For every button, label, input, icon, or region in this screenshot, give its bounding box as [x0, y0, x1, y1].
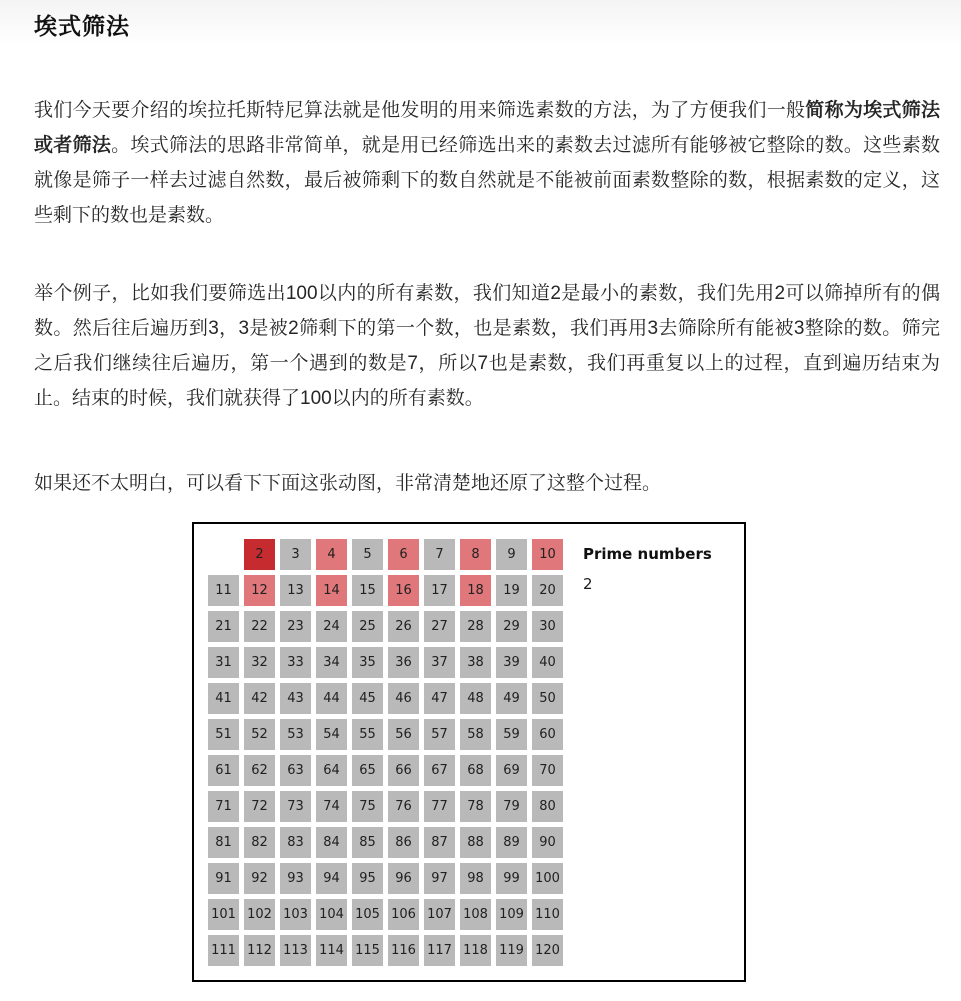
- grid-cell: 51: [208, 719, 239, 750]
- grid-cell: 92: [244, 863, 275, 894]
- grid-cell: 95: [352, 863, 383, 894]
- grid-cell: 59: [496, 719, 527, 750]
- grid-cell: 14: [316, 575, 347, 606]
- grid-cell: 112: [244, 935, 275, 966]
- grid-cell: 5: [352, 539, 383, 570]
- grid-cell: 3: [280, 539, 311, 570]
- grid-cell: 113: [280, 935, 311, 966]
- grid-cell: 65: [352, 755, 383, 786]
- grid-cell: 18: [460, 575, 491, 606]
- grid-cell: 36: [388, 647, 419, 678]
- article-body: [34, 93, 940, 982]
- grid-cell: 11: [208, 575, 239, 606]
- grid-cell: 120: [532, 935, 563, 966]
- grid-cell: 68: [460, 755, 491, 786]
- grid-cell: 31: [208, 647, 239, 678]
- grid-cell: 70: [532, 755, 563, 786]
- grid-cell: 67: [424, 755, 455, 786]
- page-title: 埃式筛法: [34, 13, 130, 39]
- grid-cell: 81: [208, 827, 239, 858]
- grid-cell: 76: [388, 791, 419, 822]
- grid-cell: 45: [352, 683, 383, 714]
- grid-cell: 47: [424, 683, 455, 714]
- grid-cell: 9: [496, 539, 527, 570]
- grid-cell: 96: [388, 863, 419, 894]
- grid-cell: 69: [496, 755, 527, 786]
- grid-cell: 89: [496, 827, 527, 858]
- paragraph-figure-lead-in: [34, 466, 940, 501]
- grid-cell: 101: [208, 899, 239, 930]
- grid-cell: 10: [532, 539, 563, 570]
- grid-cell: 84: [316, 827, 347, 858]
- grid-cell: 115: [352, 935, 383, 966]
- grid-cell: 16: [388, 575, 419, 606]
- grid-cell-empty: [208, 539, 239, 570]
- grid-cell: 74: [316, 791, 347, 822]
- number-grid: [208, 539, 563, 966]
- grid-cell: 46: [388, 683, 419, 714]
- grid-cell: 30: [532, 611, 563, 642]
- grid-cell: 86: [388, 827, 419, 858]
- grid-cell: 28: [460, 611, 491, 642]
- grid-cell: 57: [424, 719, 455, 750]
- grid-cell: 80: [532, 791, 563, 822]
- text-run: 我们今天要介绍的埃拉托斯特尼算法就是他发明的用来筛选素数的方法，为了方便我们一般: [34, 100, 806, 121]
- grid-cell: 77: [424, 791, 455, 822]
- grid-cell: 98: [460, 863, 491, 894]
- grid-cell: 15: [352, 575, 383, 606]
- prime-list-item: 2: [583, 575, 593, 593]
- grid-cell: 48: [460, 683, 491, 714]
- grid-cell: 103: [280, 899, 311, 930]
- grid-cell: 19: [496, 575, 527, 606]
- text-run: 。埃式筛法的思路非常简单，就是用已经筛选出来的素数去过滤所有能够被它整除的数。这些素数就像是筛子一样去过滤自然数，最后被筛剩下的数自然就是不能被前面素数整除的数，根据素数的定义，这些剩下的数也是素数。: [34, 135, 940, 226]
- grid-cell: 20: [532, 575, 563, 606]
- grid-cell: 94: [316, 863, 347, 894]
- grid-cell: 13: [280, 575, 311, 606]
- grid-cell: 17: [424, 575, 455, 606]
- grid-cell: 61: [208, 755, 239, 786]
- grid-cell: 44: [316, 683, 347, 714]
- grid-cell: 106: [388, 899, 419, 930]
- grid-cell: 49: [496, 683, 527, 714]
- grid-cell: 107: [424, 899, 455, 930]
- grid-cell: 75: [352, 791, 383, 822]
- grid-cell: 50: [532, 683, 563, 714]
- grid-cell: 78: [460, 791, 491, 822]
- grid-cell: 64: [316, 755, 347, 786]
- grid-cell: 104: [316, 899, 347, 930]
- grid-cell: 52: [244, 719, 275, 750]
- grid-cell: 2: [244, 539, 275, 570]
- grid-cell: 60: [532, 719, 563, 750]
- grid-cell: 32: [244, 647, 275, 678]
- text-run: 简称为埃式筛法或者筛法: [34, 100, 940, 156]
- grid-cell: 24: [316, 611, 347, 642]
- grid-cell: 87: [424, 827, 455, 858]
- grid-cell: 66: [388, 755, 419, 786]
- grid-cell: 58: [460, 719, 491, 750]
- grid-cell: 63: [280, 755, 311, 786]
- text-run: 如果还不太明白，可以看下下面这张动图，非常清楚地还原了这整个过程。: [34, 473, 662, 494]
- grid-cell: 117: [424, 935, 455, 966]
- grid-cell: 85: [352, 827, 383, 858]
- prime-list: [583, 573, 712, 595]
- grid-cell: 119: [496, 935, 527, 966]
- grid-cell: 23: [280, 611, 311, 642]
- grid-cell: 100: [532, 863, 563, 894]
- grid-cell: 99: [496, 863, 527, 894]
- grid-cell: 35: [352, 647, 383, 678]
- grid-cell: 37: [424, 647, 455, 678]
- grid-cell: 102: [244, 899, 275, 930]
- grid-cell: 42: [244, 683, 275, 714]
- grid-cell: 40: [532, 647, 563, 678]
- grid-cell: 21: [208, 611, 239, 642]
- grid-cell: 88: [460, 827, 491, 858]
- prime-legend: [583, 539, 712, 595]
- grid-cell: 4: [316, 539, 347, 570]
- grid-cell: 22: [244, 611, 275, 642]
- grid-cell: 55: [352, 719, 383, 750]
- grid-cell: 34: [316, 647, 347, 678]
- grid-cell: 25: [352, 611, 383, 642]
- grid-cell: 53: [280, 719, 311, 750]
- grid-cell: 29: [496, 611, 527, 642]
- grid-cell: 62: [244, 755, 275, 786]
- grid-cell: 91: [208, 863, 239, 894]
- grid-cell: 71: [208, 791, 239, 822]
- grid-cell: 12: [244, 575, 275, 606]
- text-run: 举个例子，比如我们要筛选出100以内的所有素数，我们知道2是最小的素数，我们先用2可以筛掉所有的偶数。然后往后遍历到3，3是被2筛剩下的第一个数，也是素数，我们再用3去筛除所有能被3整除的数。筛完之后我们继续往后遍历，第一个遇到的数是7，所以7也是素数，我们再重复以上的过程，直到遍历结束为止。结束的时候，我们就获得了100以内的所有素数。: [34, 283, 940, 409]
- grid-cell: 109: [496, 899, 527, 930]
- grid-cell: 43: [280, 683, 311, 714]
- grid-cell: 6: [388, 539, 419, 570]
- grid-cell: 105: [352, 899, 383, 930]
- grid-cell: 79: [496, 791, 527, 822]
- prime-legend-title: Prime numbers: [583, 545, 712, 563]
- grid-cell: 90: [532, 827, 563, 858]
- grid-cell: 41: [208, 683, 239, 714]
- grid-cell: 118: [460, 935, 491, 966]
- paragraph-example: [34, 276, 940, 416]
- grid-cell: 82: [244, 827, 275, 858]
- grid-cell: 54: [316, 719, 347, 750]
- grid-cell: 93: [280, 863, 311, 894]
- grid-cell: 114: [316, 935, 347, 966]
- grid-cell: 7: [424, 539, 455, 570]
- paragraph-intro: [34, 93, 940, 233]
- grid-cell: 72: [244, 791, 275, 822]
- grid-cell: 39: [496, 647, 527, 678]
- grid-cell: 38: [460, 647, 491, 678]
- grid-cell: 111: [208, 935, 239, 966]
- grid-cell: 108: [460, 899, 491, 930]
- grid-cell: 33: [280, 647, 311, 678]
- grid-cell: 26: [388, 611, 419, 642]
- grid-cell: 110: [532, 899, 563, 930]
- grid-cell: 116: [388, 935, 419, 966]
- grid-cell: 83: [280, 827, 311, 858]
- grid-cell: 8: [460, 539, 491, 570]
- grid-cell: 97: [424, 863, 455, 894]
- grid-cell: 27: [424, 611, 455, 642]
- grid-cell: 73: [280, 791, 311, 822]
- grid-cell: 56: [388, 719, 419, 750]
- sieve-animation-figure: [192, 522, 746, 982]
